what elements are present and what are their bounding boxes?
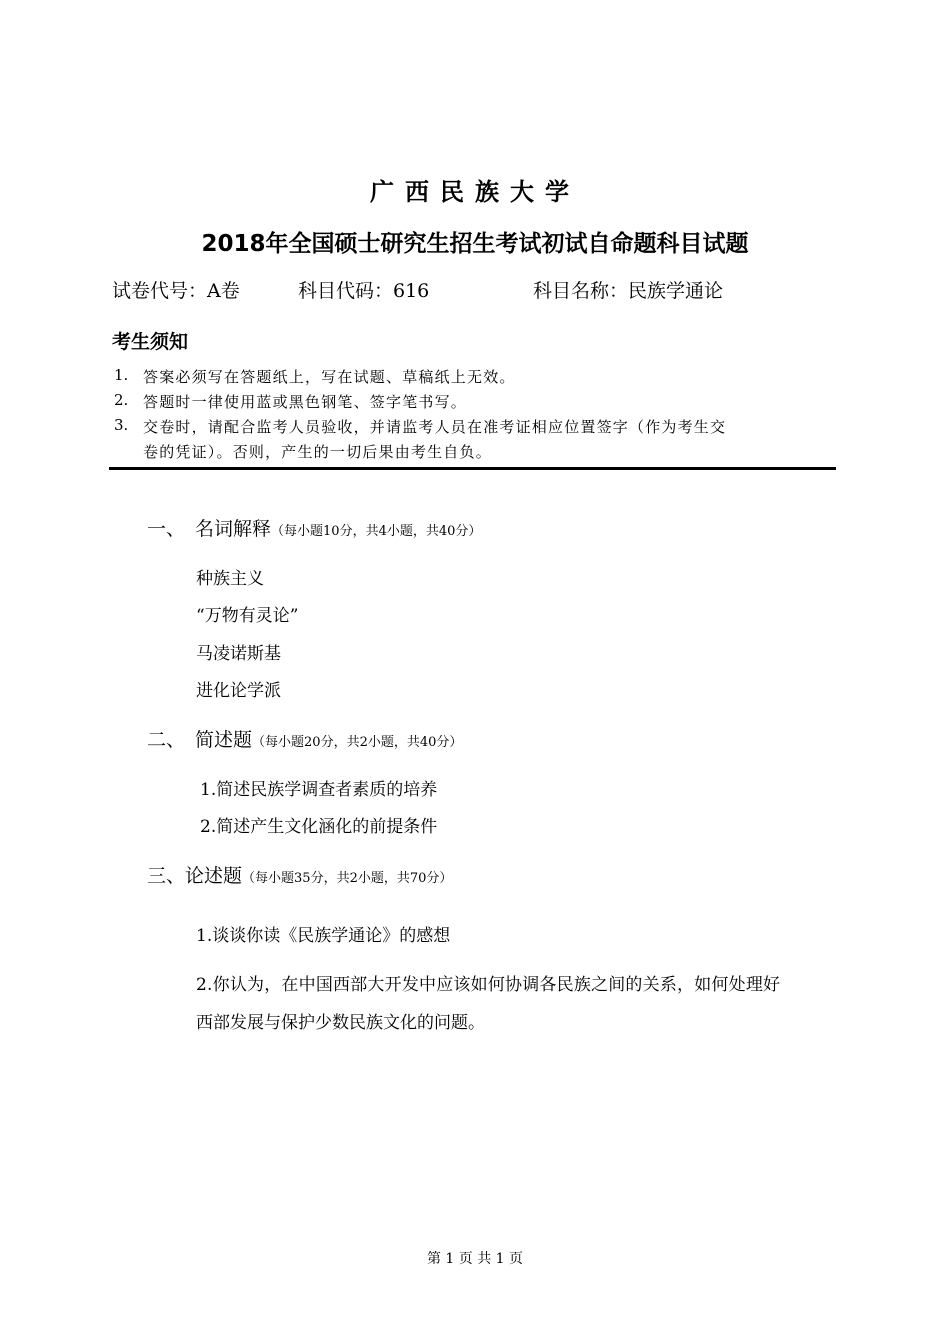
question-item: 2.简述产生文化涵化的前提条件 — [200, 817, 438, 837]
university-name: 广西民族大学 — [370, 178, 580, 206]
notice-title: 考生须知 — [112, 331, 189, 353]
question-item: 种族主义 — [196, 569, 264, 589]
notice-item-text: 交卷时，请配合监考人员验收，并请监考人员在准考证相应位置签字（作为考生交 — [143, 418, 727, 436]
section-note: （每小题10分，共4小题，共40分） — [271, 524, 482, 539]
section-number: 一、 — [147, 518, 186, 540]
section-number: 二、 — [147, 729, 186, 751]
question-item: 2.你认为，在中国西部大开发中应该如何协调各民族之间的关系，如何处理好 — [196, 975, 781, 995]
section-title: 论述题 — [185, 865, 243, 887]
section-note: （每小题20分，共2小题，共40分） — [252, 735, 463, 750]
notice-item-number: 2. — [114, 391, 129, 409]
section-note: （每小题35分，共2小题，共70分） — [242, 871, 453, 886]
notice-item-continuation: 卷的凭证）。否则，产生的一切后果由考生自负。 — [143, 443, 492, 461]
header-divider — [109, 467, 836, 470]
question-item: 进化论学派 — [196, 681, 281, 701]
paper-code: 试卷代号：A卷 — [112, 280, 240, 302]
question-item: 1.简述民族学调查者素质的培养 — [200, 780, 438, 800]
question-item: “万物有灵论” — [196, 606, 299, 626]
section-heading — [147, 861, 452, 888]
subject-code: 科目代码：616 — [298, 280, 430, 302]
notice-item-text: 答案必须写在答题纸上，写在试题、草稿纸上无效。 — [143, 368, 516, 386]
section-title: 简述题 — [195, 729, 253, 751]
page-footer: 第 1 页 共 1 页 — [426, 1251, 524, 1267]
question-item: 1.谈谈你读《民族学通论》的感想 — [196, 926, 451, 946]
question-item-continuation: 西部发展与保护少数民族文化的问题。 — [196, 1013, 485, 1033]
notice-item-number: 1. — [114, 366, 129, 384]
notice-item-text: 答题时一律使用蓝或黑色钢笔、签字笔书写。 — [143, 393, 468, 411]
question-item: 马凌诺斯基 — [196, 644, 281, 664]
section-heading — [147, 514, 481, 541]
section-heading — [147, 725, 462, 752]
exam-title: 2018年全国硕士研究生招生考试初试自命题科目试题 — [201, 231, 749, 257]
subject-name: 科目名称：民族学通论 — [533, 280, 724, 302]
section-number: 三、 — [147, 865, 186, 887]
notice-item-number: 3. — [114, 416, 129, 434]
section-title: 名词解释 — [195, 518, 272, 540]
